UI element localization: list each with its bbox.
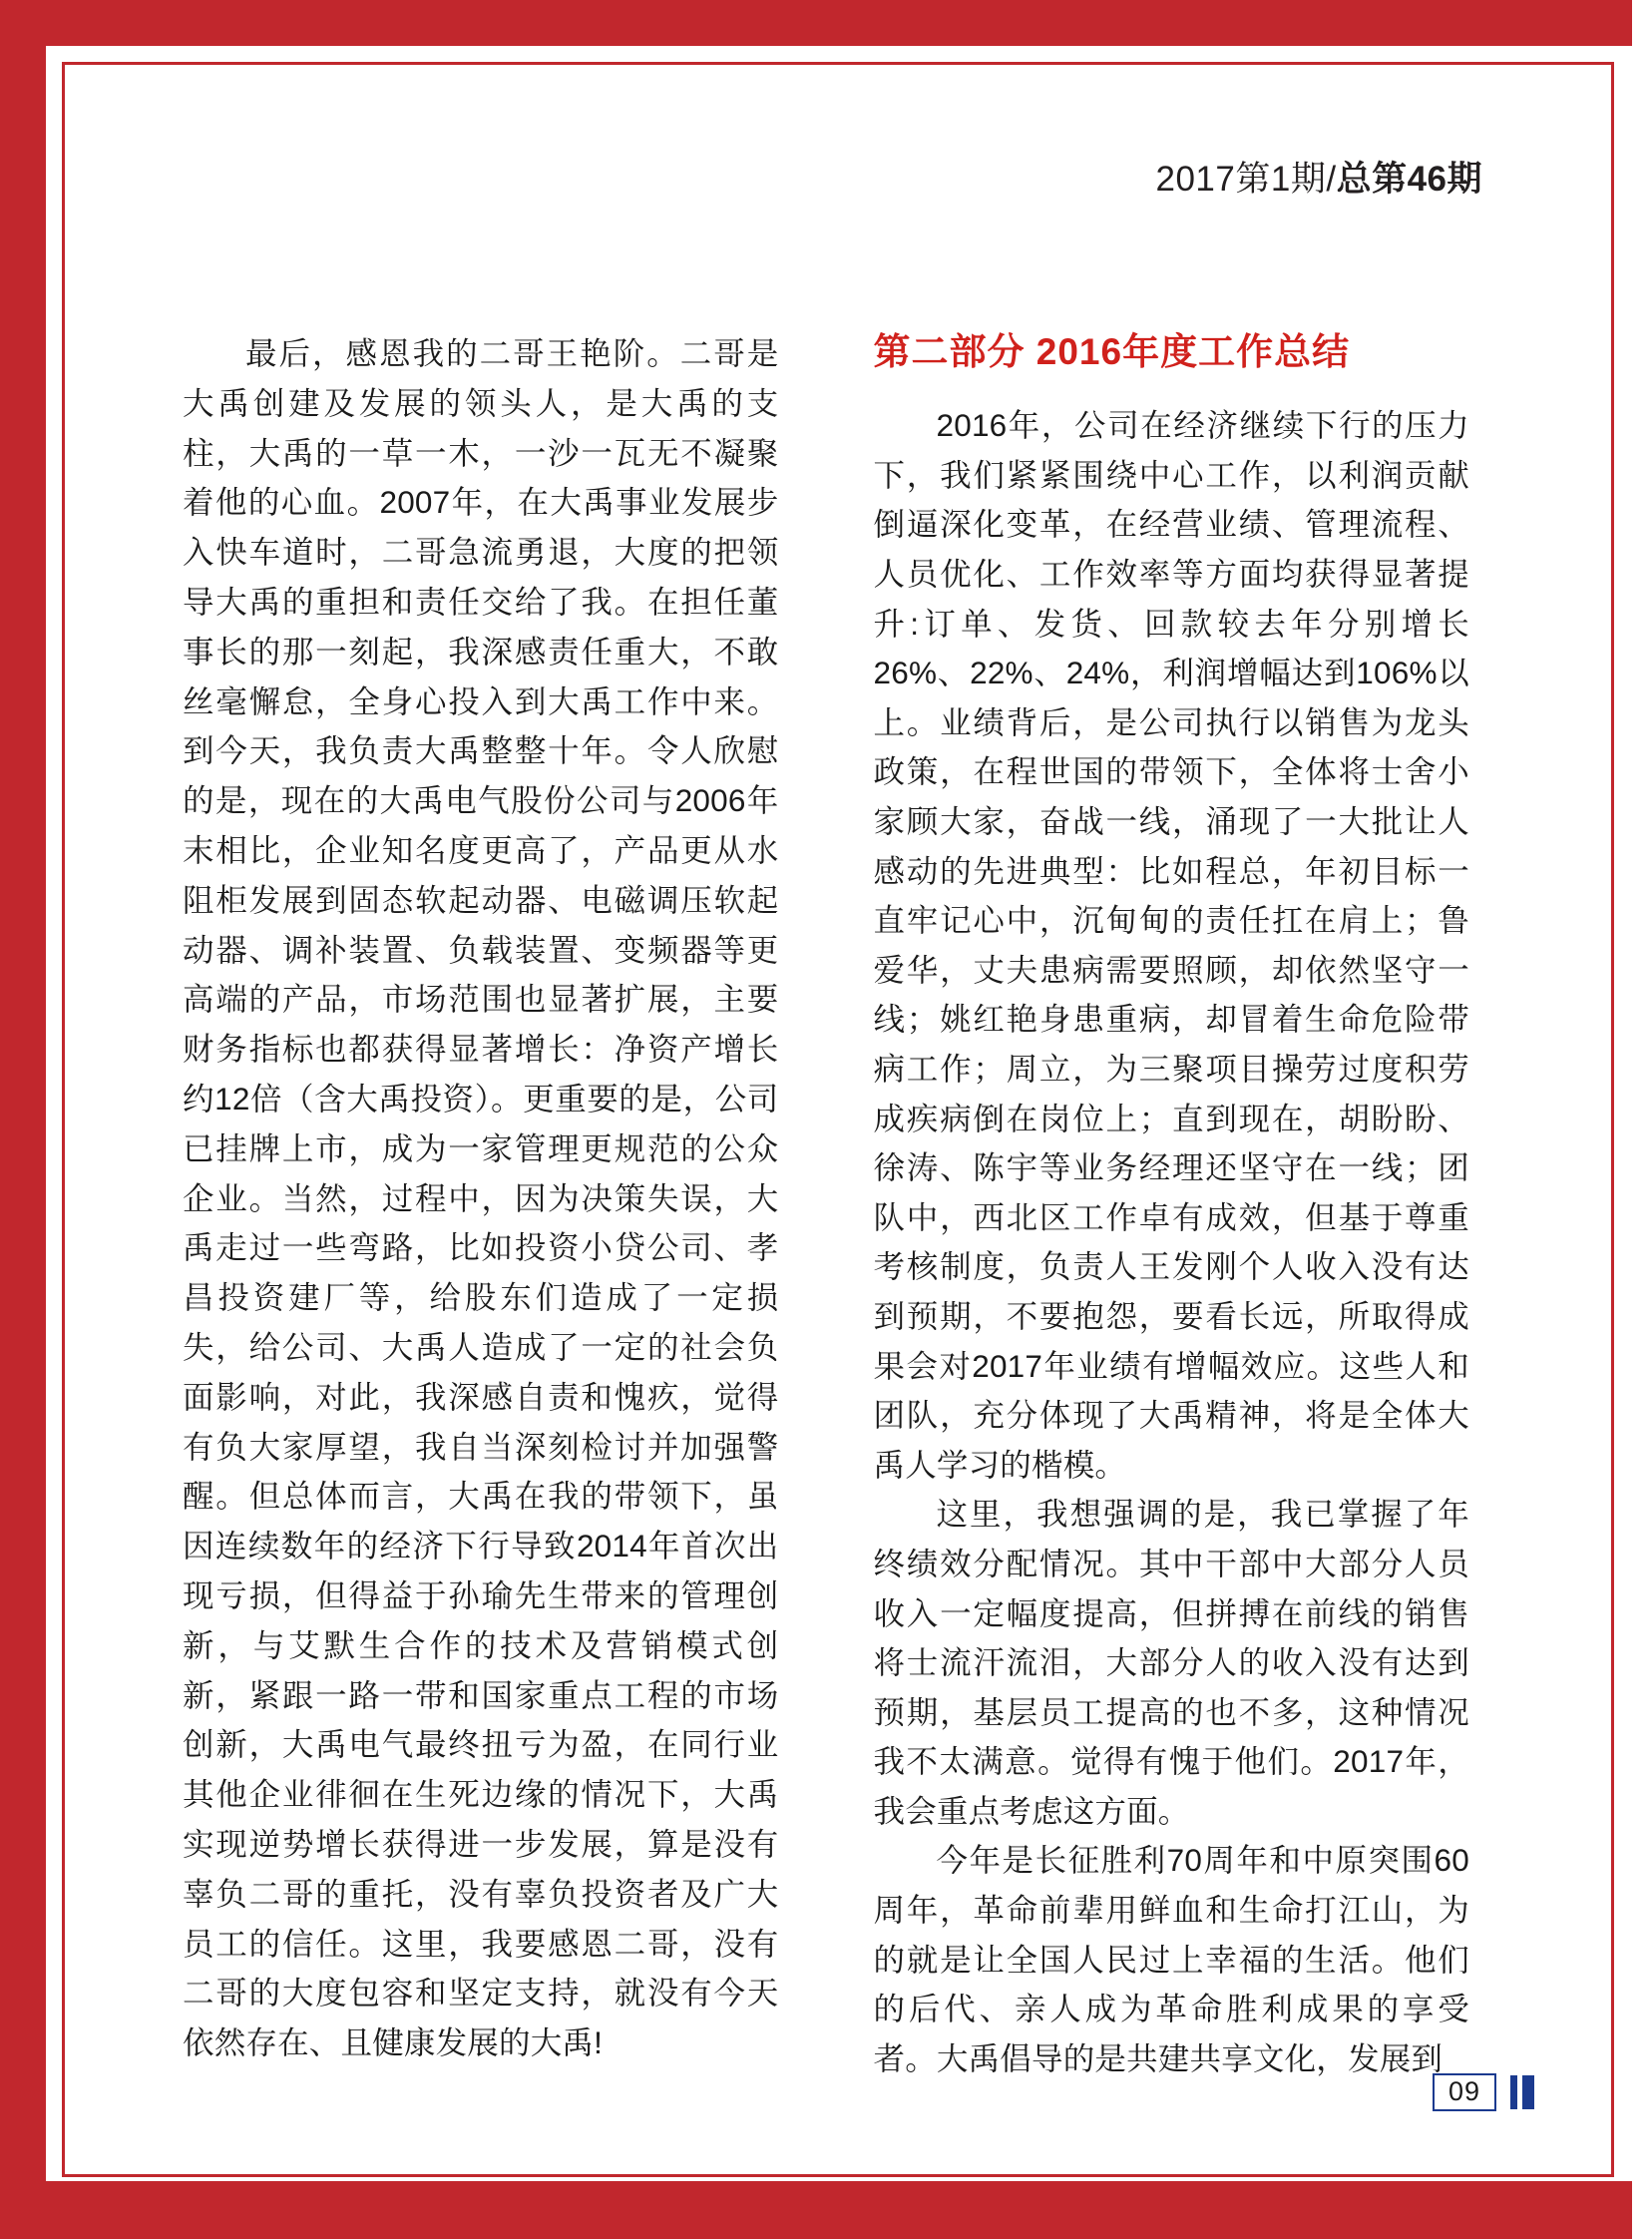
footer-bar-thin xyxy=(1510,2075,1517,2109)
page-right-margin xyxy=(1632,0,1652,2239)
right-paragraph-1: 2016年，公司在经济继续下行的压力下，我们紧紧围绕中心工作，以利润贡献倒逼深化变革，在经营业绩、管理流程、人员优化、工作效率等方面均获得显著提升:订单、发货、回款较去年分别增长26%、22%、24%，利润增幅达到106%以上。业绩背后，是公司执行以销售为龙头政策，在程世国的带领下，全体将士舍小家顾大家，奋战一线，涌现了一大批让人感动的先进典型：比如程总，年初目标一直牢记心中，沉甸甸的责任扛在肩上；鲁爱华，丈夫患病需要照顾，却依然坚守一线；姚红艳身患重病，却冒着生命危险带病工作；周立，为三聚项目操劳过度积劳成疾病倒在岗位上；直到现在，胡盼盼、徐涛、陈宇等业务经理还坚守在一线；团队中，西北区工作卓有成效，但基于尊重考核制度，负责人王发刚个人收入没有达到预期，不要抱怨，要看长远，所取得成果会对2017年业绩有增幅效应。这些人和团队，充分体现了大禹精神，将是全体大禹人学习的楷模。 xyxy=(873,407,1469,1483)
footer-bar-thick xyxy=(1522,2075,1534,2109)
left-paragraph-1: 最后，感恩我的二哥王艳阶。二哥是大禹创建及发展的领头人，是大禹的支柱，大禹的一草一木，一沙一瓦无不凝聚着他的心血。2007年，在大禹事业发展步入快车道时，二哥急流勇退，大度的把领导大禹的重担和责任交给了我。在担任董事长的那一刻起，我深感责任重大，不敢丝毫懈怠，全身心投入到大禹工作中来。到今天，我负责大禹整整十年。令人欣慰的是，现在的大禹电气股份公司与2006年末相比，企业知名度更高了，产品更从水阻柜发展到固态软起动器、电磁调压软起动器、调补装置、负载装置、变频器等更高端的产品，市场范围也显著扩展，主要财务指标也都获得显著增长：净资产增长约12倍（含大禹投资）。更重要的是，公司已挂牌上市，成为一家管理更规范的公众企业。当然，过程中，因为决策失误，大禹走过一些弯路，比如投资小贷公司、孝昌投资建厂等，给股东们造成了一定损失，给公司、大禹人造成了一定的社会负面影响，对此，我深感自责和愧疚，觉得有负大家厚望，我自当深刻检讨并加强警醒。但总体而言，大禹在我的带领下，虽因连续数年的经济下行导致2014年首次出现亏损，但得益于孙瑜先生带来的管理创新，与艾默生合作的技术及营销模式创新，紧跟一路一带和国家重点工程的市场创新，大禹电气最终扭亏为盈，在同行业其他企业徘徊在生死边缘的情况下，大禹实现逆势增长获得进一步发展，算是没有辜负二哥的重托，没有辜负投资者及广大员工的信任。这里，我要感恩二哥，没有二哥的大度包容和坚定支持，就没有今天依然存在、且健康发展的大禹! xyxy=(183,335,779,2061)
issue-number-bold: 总第46期 xyxy=(1336,160,1482,199)
left-column xyxy=(183,329,779,2083)
article-columns xyxy=(183,329,1469,2083)
right-column xyxy=(874,329,1470,2083)
page-footer xyxy=(1433,2073,1534,2111)
red-frame-bottom xyxy=(0,2181,1652,2239)
page-number: 09 xyxy=(1433,2073,1496,2111)
section-heading: 第二部分 2016年度工作总结 xyxy=(873,331,1351,372)
red-frame-left xyxy=(0,0,46,2239)
masthead-issue-line xyxy=(1156,152,1483,202)
right-paragraph-3: 今年是长征胜利70周年和中原突围60周年，革命前辈用鲜血和生命打江山，为的就是让全国人民过上幸福的生活。他们的后代、亲人成为革命胜利成果的享受者。大禹倡导的是共建共享文化，发展到 xyxy=(873,1842,1469,2076)
red-frame-top xyxy=(0,0,1652,46)
right-paragraph-2: 这里，我想强调的是，我已掌握了年终绩效分配情况。其中干部中大部分人员收入一定幅度提高，但拼搏在前线的销售将士流汗流泪，大部分人的收入没有达到预期，基层员工提高的也不多，这种情况我不太满意。觉得有愧于他们。2017年，我会重点考虑这方面。 xyxy=(873,1496,1469,1829)
footer-bar-decoration xyxy=(1510,2075,1534,2109)
issue-number-light: 2017第1期/ xyxy=(1155,160,1337,199)
